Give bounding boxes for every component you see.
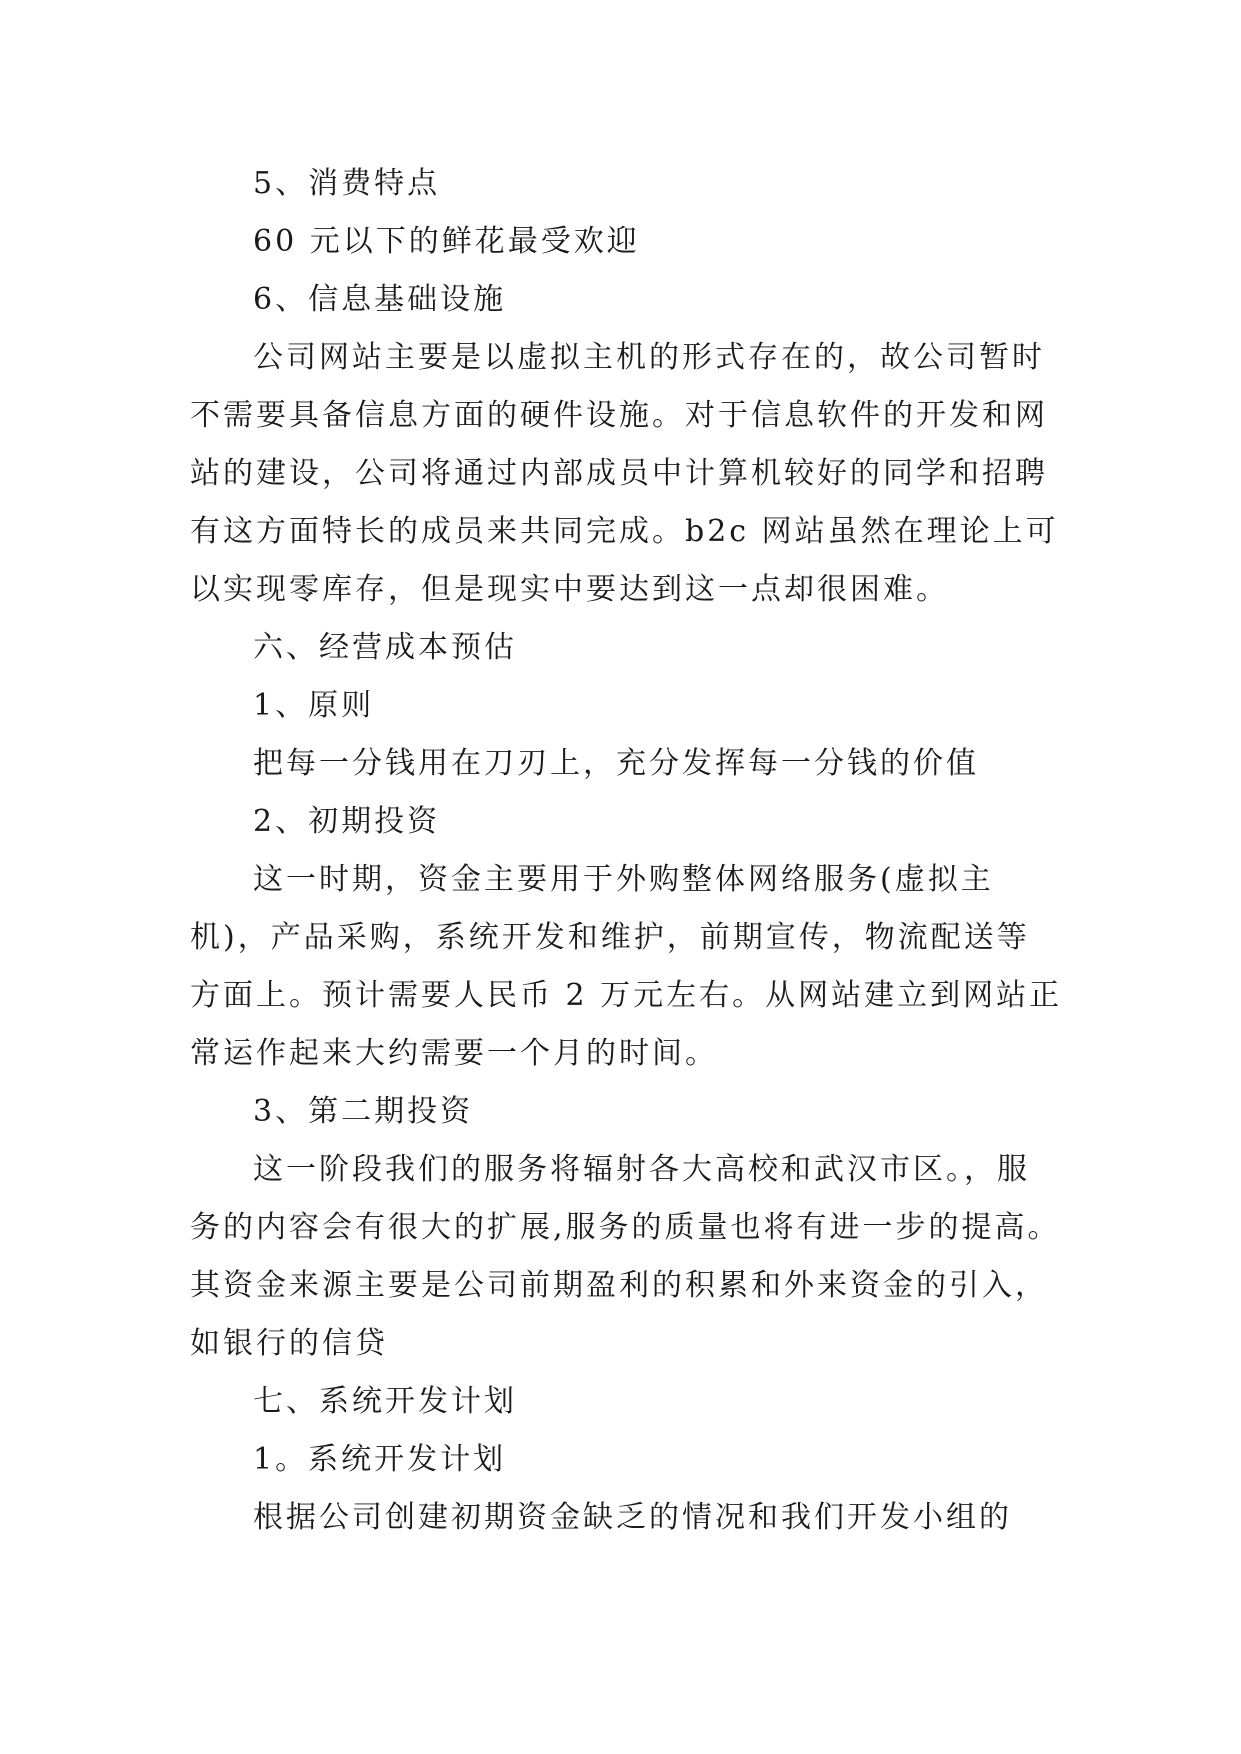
heading-initial-investment: 2、初期投资 bbox=[253, 804, 441, 839]
heading-system-dev-plan: 七、系统开发计划 bbox=[253, 1384, 517, 1419]
paragraph-line: 公司网站主要是以虚拟主机的形式存在的，故公司暂时 bbox=[253, 340, 1045, 375]
paragraph-line: 以实现零库存，但是现实中要达到这一点却很困难。 bbox=[190, 572, 949, 607]
paragraph-line: 把每一分钱用在刀刃上，充分发挥每一分钱的价值 bbox=[253, 746, 979, 781]
paragraph-line: 如银行的信贷 bbox=[190, 1326, 388, 1361]
heading-system-dev-plan-sub: 1。系统开发计划 bbox=[253, 1442, 507, 1477]
paragraph-line: 这一阶段我们的服务将辐射各大高校和武汉市区。，服 bbox=[253, 1152, 1030, 1187]
paragraph-line: 60 元以下的鲜花最受欢迎 bbox=[253, 224, 640, 259]
heading-cost-estimate: 六、经营成本预估 bbox=[253, 630, 517, 665]
paragraph-line: 常运作起来大约需要一个月的时间。 bbox=[190, 1036, 718, 1071]
paragraph-line: 根据公司创建初期资金缺乏的情况和我们开发小组的 bbox=[253, 1500, 1012, 1535]
heading-consumption-features: 5、消费特点 bbox=[253, 166, 441, 201]
paragraph-line: 务的内容会有很大的扩展,服务的质量也将有进一步的提高。 bbox=[190, 1210, 1061, 1245]
heading-info-infrastructure: 6、信息基础设施 bbox=[253, 282, 507, 317]
paragraph-line: 方面上。预计需要人民币 2 万元左右。从网站建立到网站正 bbox=[190, 978, 1063, 1013]
paragraph-line: 不需要具备信息方面的硬件设施。对于信息软件的开发和网 bbox=[190, 398, 1048, 433]
heading-second-investment: 3、第二期投资 bbox=[253, 1094, 474, 1129]
paragraph-line: 有这方面特长的成员来共同完成。b2c 网站虽然在理论上可 bbox=[190, 514, 1059, 549]
paragraph-line: 站的建设，公司将通过内部成员中计算机较好的同学和招聘 bbox=[190, 456, 1048, 491]
paragraph-line: 其资金来源主要是公司前期盈利的积累和外来资金的引入， bbox=[190, 1268, 1048, 1303]
paragraph-line: 这一时期，资金主要用于外购整体网络服务(虚拟主 bbox=[253, 862, 994, 897]
paragraph-line: 机)，产品采购，系统开发和维护，前期宣传，物流配送等 bbox=[190, 920, 1030, 955]
heading-principle: 1、原则 bbox=[253, 688, 375, 723]
